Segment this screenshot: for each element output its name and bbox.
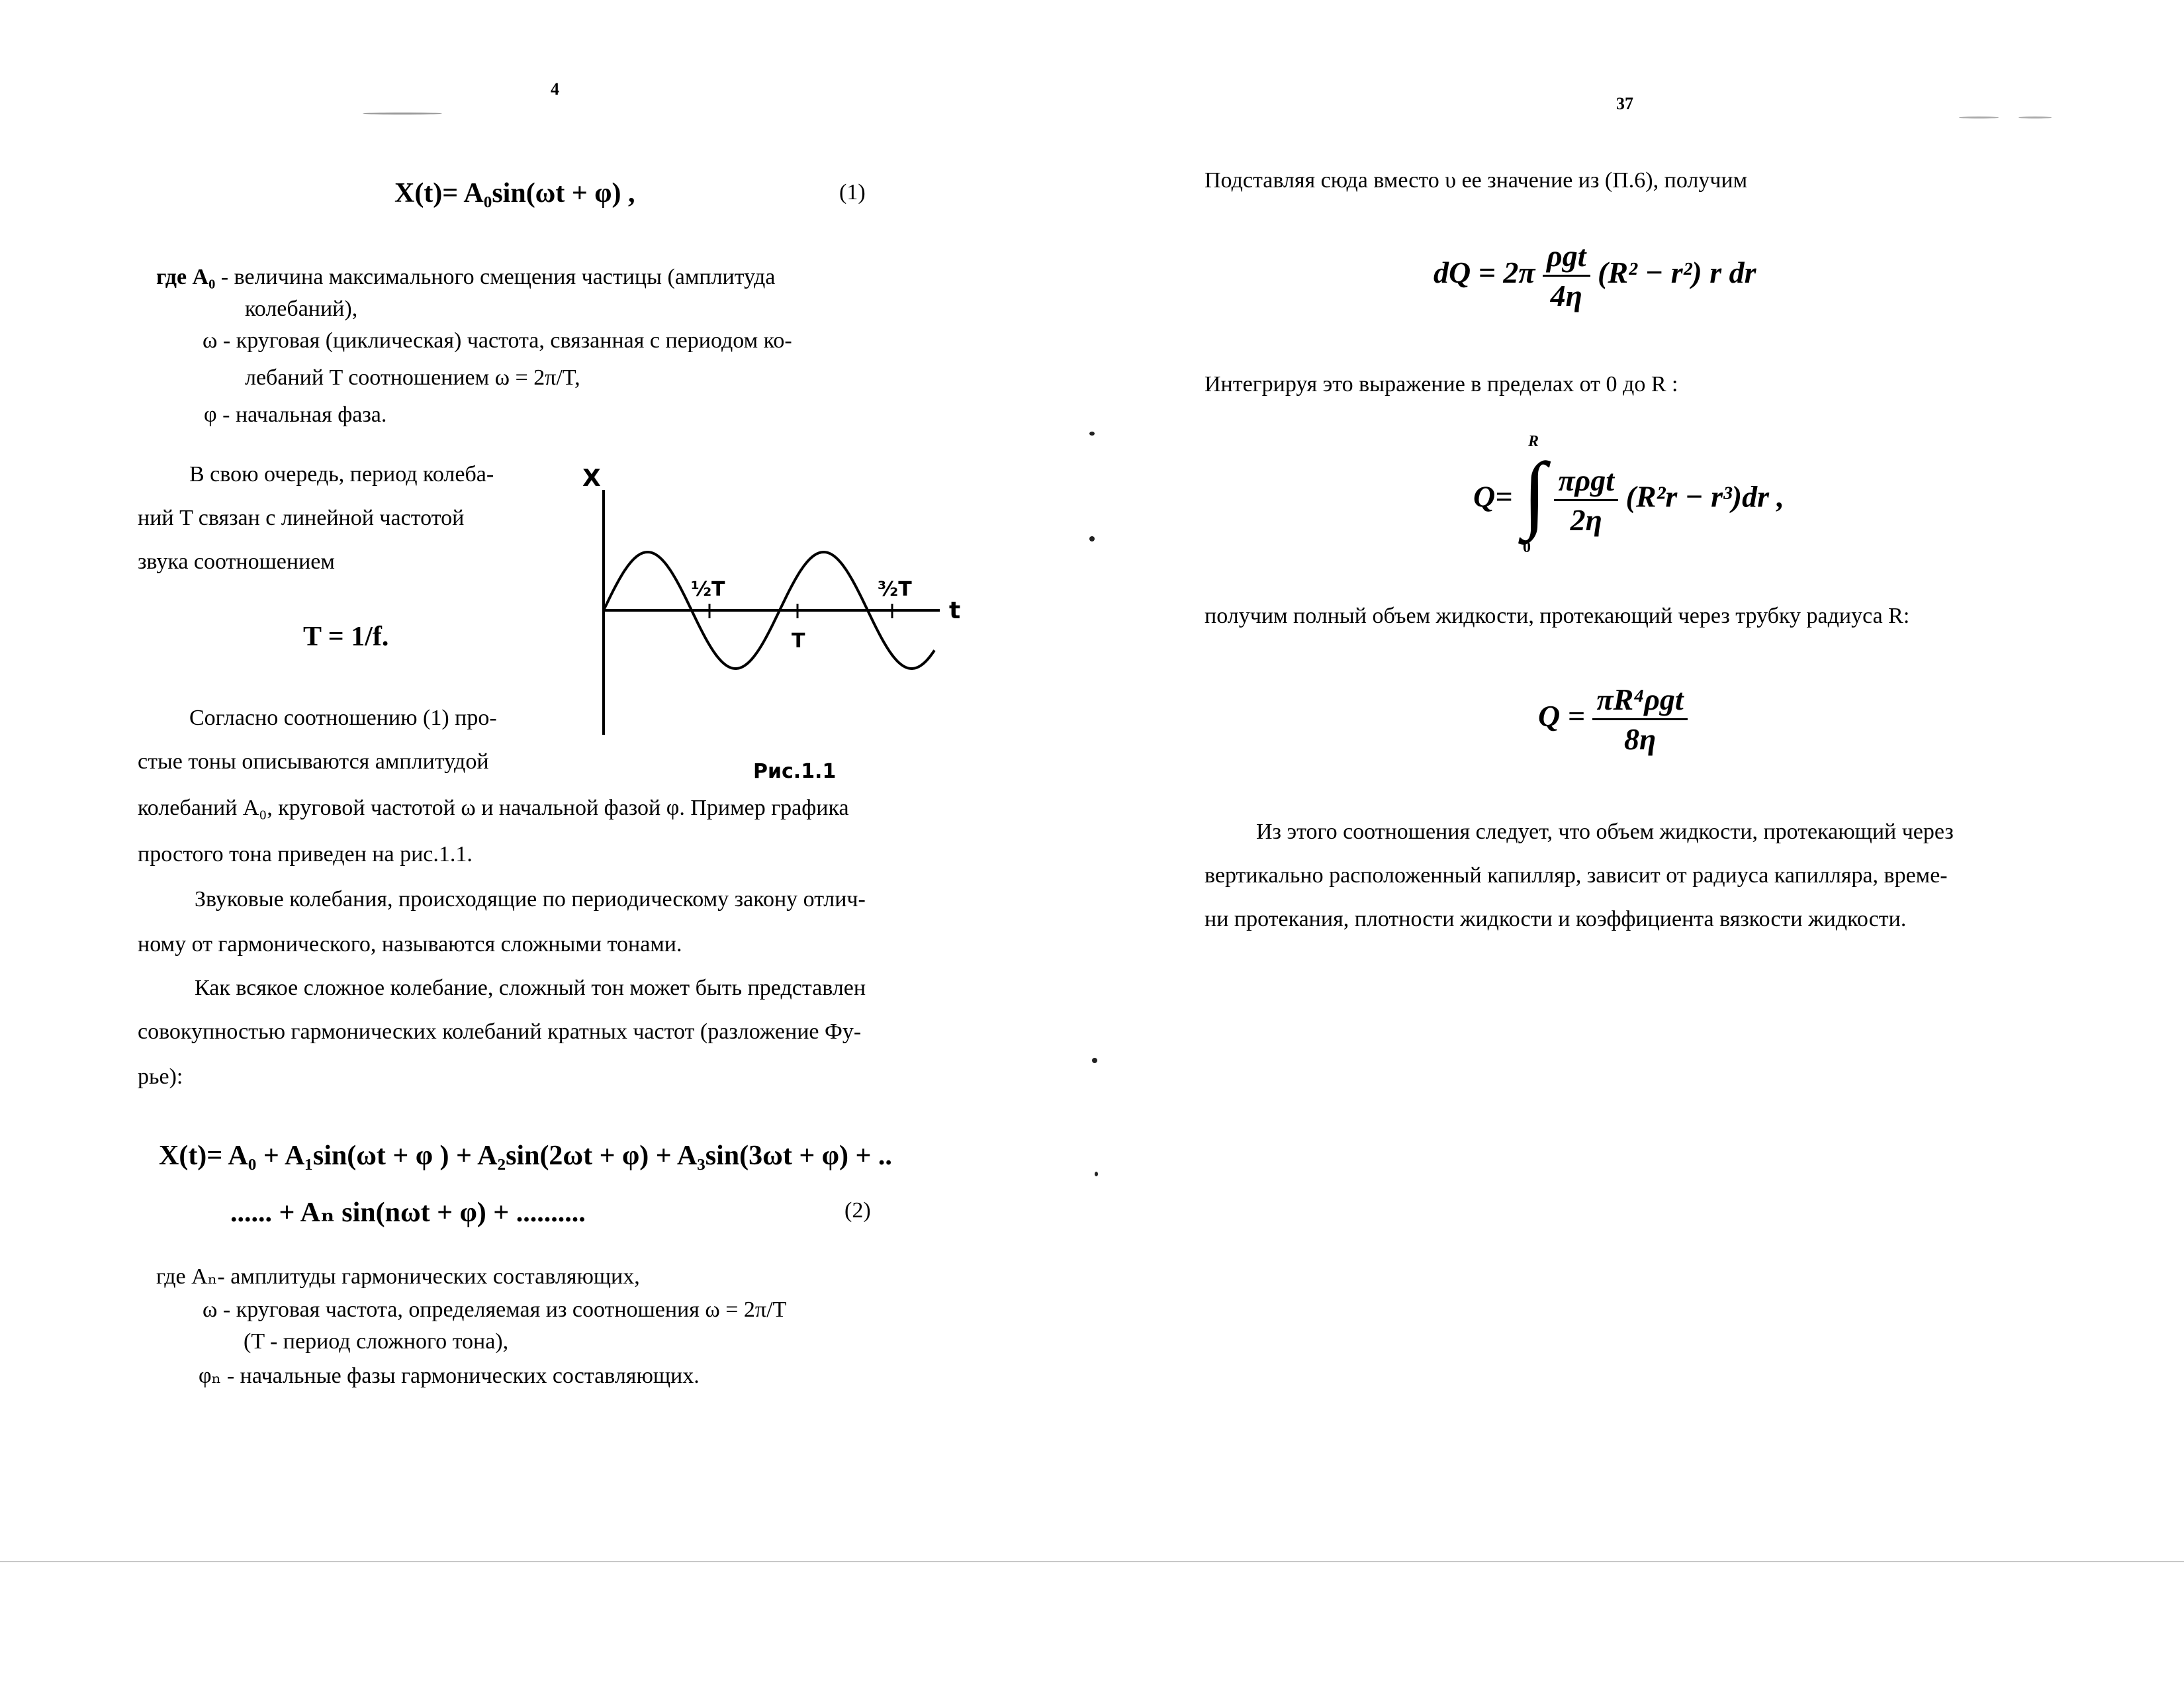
conclusion-line-3: ни протекания, плотности жидкости и коэффициента вязкости жидкости. bbox=[1205, 907, 1907, 931]
bottom-divider bbox=[0, 1561, 2184, 1562]
Q-int-numerator: πρgt bbox=[1554, 463, 1618, 501]
Q-numerator: πR⁴ρgt bbox=[1592, 682, 1687, 720]
conclusion-line-2: вертикально расположенный капилляр, зависит от радиуса капилляра, време- bbox=[1205, 863, 1948, 888]
equation-period: T = 1/f. bbox=[303, 622, 389, 652]
definition-a0-cont: колебаний), bbox=[245, 297, 358, 321]
scan-artifact bbox=[363, 113, 442, 115]
left-page-number: 4 bbox=[551, 79, 559, 99]
definition-omega: ω - круговая (циклическая) частота, связанная с периодом ко- bbox=[203, 328, 792, 353]
para-simple-line-3: колебаний A₀, круговой частотой ω и начальной фазой φ. Пример графика bbox=[138, 796, 849, 820]
Q-int-denominator: 2η bbox=[1570, 502, 1602, 537]
figure-caption: Рис.1.1 bbox=[753, 760, 837, 783]
equation-2-line-2: ...... + Aₙ sin(nωt + φ) + .......... bbox=[230, 1197, 586, 1228]
para-simple-line-1: Согласно соотношению (1) про- bbox=[189, 706, 497, 730]
scan-speck bbox=[1089, 536, 1095, 541]
para-simple-line-2: стые тоны описываются амплитудой bbox=[138, 749, 489, 774]
equation-1: X(t)= A₀sin(ωt + φ) , bbox=[394, 178, 635, 209]
scan-speck bbox=[1095, 1172, 1098, 1176]
para-simple-line-4: простого тона приведен на рис.1.1. bbox=[138, 842, 473, 867]
Q-int-rhs: (R²r − r³)dr , bbox=[1625, 479, 1785, 514]
integral-lower-limit: 0 bbox=[1522, 539, 1531, 556]
para-period-line-3: звука соотношением bbox=[138, 549, 335, 574]
sine-wave-figure bbox=[569, 457, 979, 748]
para-complex-line-2: ному от гармонического, называются сложными тонами. bbox=[138, 932, 682, 957]
definition-a0 bbox=[156, 265, 775, 290]
Q-lhs: Q = bbox=[1538, 699, 1585, 733]
equation-2-number: (2) bbox=[844, 1198, 871, 1223]
Q-fraction bbox=[1592, 682, 1687, 757]
intro-text: Подставляя сюда вместо υ ее значение из (П.6), получим bbox=[1205, 168, 1748, 193]
Q-int-fraction bbox=[1554, 463, 1618, 538]
equation-1-number: (1) bbox=[839, 180, 866, 205]
scan-artifact bbox=[2019, 117, 2052, 118]
integrate-text: Интегрируя это выражение в пределах от 0 до R : bbox=[1205, 372, 1678, 397]
definition-an: где Aₙ- амплитуды гармонических составляющих, bbox=[156, 1264, 640, 1289]
definition-phi: φ - начальная фаза. bbox=[204, 402, 387, 427]
Q-int-lhs: Q= bbox=[1473, 479, 1513, 514]
equation-2-line-1: X(t)= A₀ + A₁sin(ωt + φ ) + A₂sin(2ωt + φ) + A₃sin(3ωt + φ) + .. bbox=[159, 1141, 892, 1171]
scan-speck bbox=[1089, 432, 1095, 436]
a0-symbol: где A₀ bbox=[156, 265, 216, 289]
T-label: T bbox=[792, 630, 805, 653]
dQ-lhs: dQ = 2π bbox=[1433, 256, 1535, 290]
para-fourier-line-2: совокупностью гармонических колебаний кратных частот (разложение Фу- bbox=[138, 1019, 862, 1044]
definition-omega-2-cont: (T - период сложного тона), bbox=[244, 1329, 509, 1354]
integral-upper-limit: R bbox=[1527, 433, 1539, 450]
total-volume-text: получим полный объем жидкости, протекающий через трубку радиуса R: bbox=[1205, 604, 1910, 628]
equation-dQ bbox=[1433, 238, 1756, 313]
para-complex-line-1: Звуковые колебания, происходящие по периодическому закону отлич- bbox=[195, 887, 866, 912]
dQ-denominator: 4η bbox=[1550, 279, 1582, 312]
right-page-number: 37 bbox=[1616, 94, 1633, 113]
three-half-T-label: ³⁄₂T bbox=[878, 578, 912, 601]
scan-speck bbox=[1092, 1058, 1097, 1063]
para-period-line-2: ний T связан с линейной частотой bbox=[138, 506, 465, 530]
equation-Q-final bbox=[1538, 682, 1688, 757]
a0-text: - величина максимального смещения частицы (амплитуда bbox=[215, 265, 776, 289]
para-fourier-line-3: рье): bbox=[138, 1064, 183, 1089]
half-T-label: ½T bbox=[691, 578, 725, 601]
x-axis-label: t bbox=[949, 597, 961, 624]
definition-omega-cont: лебаний T соотношением ω = 2π/T, bbox=[245, 365, 580, 390]
equation-Q-integral bbox=[1473, 433, 1785, 556]
scan-artifact bbox=[1959, 117, 1999, 118]
definition-phi-n: φₙ - начальные фазы гармонических составляющих. bbox=[199, 1364, 700, 1388]
conclusion-line-1: Из этого соотношения следует, что объем жидкости, протекающий через bbox=[1256, 820, 1954, 844]
para-period-line-1: В свою очередь, период колеба- bbox=[189, 462, 494, 487]
integral-sign: ∫ R 0 bbox=[1522, 433, 1547, 556]
dQ-numerator: ρgt bbox=[1543, 238, 1590, 277]
y-axis-label: X bbox=[582, 465, 601, 492]
definition-omega-2: ω - круговая частота, определяемая из соотношения ω = 2π/T bbox=[203, 1297, 787, 1322]
Q-denominator: 8η bbox=[1623, 722, 1657, 756]
para-fourier-line-1: Как всякое сложное колебание, сложный тон может быть представлен bbox=[195, 976, 866, 1000]
dQ-rhs: (R² − r²) r dr bbox=[1598, 256, 1756, 290]
dQ-fraction bbox=[1543, 238, 1590, 313]
